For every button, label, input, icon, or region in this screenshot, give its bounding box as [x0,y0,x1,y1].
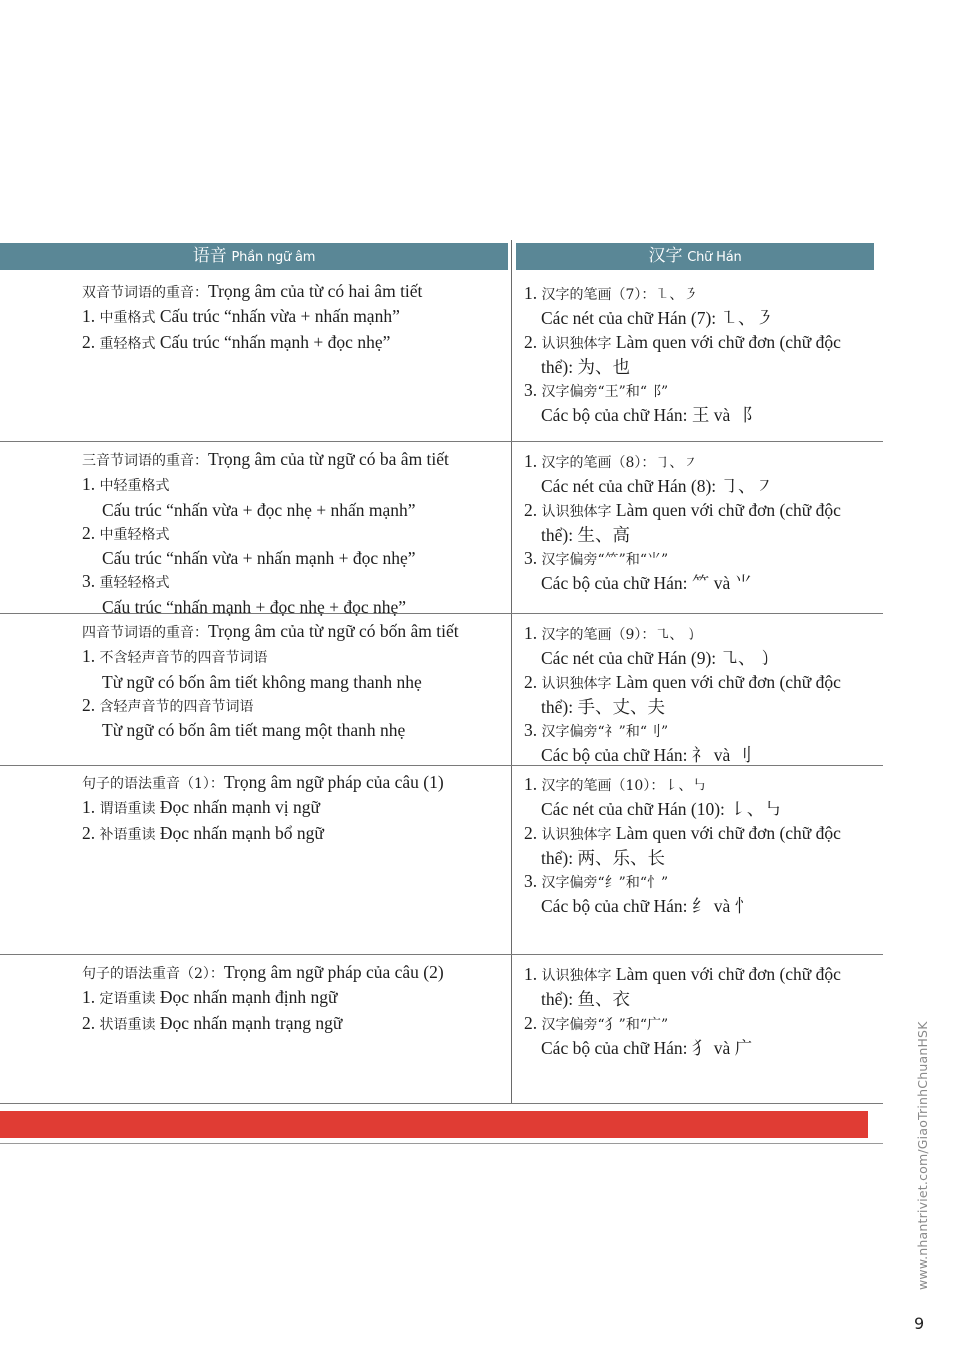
list-item-translation: Các bộ của chữ Hán: 纟 và 忄 [541,896,753,917]
list-item: 2. 认识独体字 Làm quen với chữ đơn (chữ độc [524,822,841,843]
row-1-characters [524,282,841,428]
column-divider [511,240,512,1103]
header-vi: Phần ngữ âm [231,250,316,265]
header-vi: Chữ Hán [687,250,742,265]
list-item: 1. 认识独体字 Làm quen với chữ đơn (chữ độc [524,964,841,984]
list-item-translation: Các nét của chữ Hán (7): ㇅、㇋ [541,308,774,329]
list-item-translation: Các bộ của chữ Hán: 犭 và 广 [541,1037,753,1058]
page-number: 9 [914,1314,925,1333]
list-item-translation: Các nét của chữ Hán (10): ㇙、㇉ [541,799,782,820]
row-3-characters [524,622,841,768]
section-title: 双音节词语的重音：Trọng âm của từ có hai âm tiết [82,281,423,301]
section-title: 三音节词语的重音：Trọng âm của từ ngữ có ba âm tiết [82,449,449,469]
list-item: 1. 汉字的笔画（8）：㇆、㇇ [524,451,698,471]
list-item: 2. 补语重读 Đọc nhấn mạnh bổ ngữ [82,822,324,843]
list-item-translation: Các nét của chữ Hán (9): ㇈、㇁ [541,648,774,669]
bottom-rule [0,1143,883,1144]
list-item: 1. 不含轻声音节的四音节词语 [82,646,268,667]
row-5-phonetics [82,961,444,1037]
row-2-characters [524,450,841,596]
list-item: 3. 汉字偏旁“⺮”和“⺌” [524,548,669,569]
list-item: 3. 汉字偏旁“王”和“⻏” [524,380,669,401]
list-item: 2. 认识独体字 Làm quen với chữ đơn (chữ độc [524,499,841,520]
row-2-phonetics [82,448,449,619]
list-item: 1. 汉字的笔画（10）：㇙、㇉ [524,774,707,794]
decorative-red-bar [0,1111,868,1138]
list-item: 1. 中轻重格式 [82,474,170,495]
row-divider [0,1103,883,1104]
list-item: 2. 认识独体字 Làm quen với chữ đơn (chữ độc [524,331,841,352]
list-item-continuation: thể): 为、也 [541,356,630,377]
list-item: 2. 含轻声音节的四音节词语 [82,694,254,715]
list-item: 3. 汉字偏旁“礻”和“刂” [524,720,669,741]
list-item-translation: Các bộ của chữ Hán: 王 và ⻏ [541,405,753,426]
list-item-translation: Cấu trúc “nhấn mạnh + đọc nhẹ + đọc nhẹ” [102,596,407,617]
row-4-phonetics [82,771,444,847]
list-item-translation: Từ ngữ có bốn âm tiết không mang thanh nhẹ [102,671,422,692]
list-item-continuation: thể): 生、高 [541,524,630,545]
side-url: www.nhantriviet.com/GiaoTrinhChuanHSK [915,1021,930,1290]
list-item: 2. 中重轻格式 [82,522,170,543]
row-divider [0,954,883,955]
list-item-translation: Các bộ của chữ Hán: 礻 và 刂 [541,745,753,766]
list-item-translation: Cấu trúc “nhấn vừa + nhấn mạnh + đọc nhẹ” [102,548,416,569]
list-item: 2. 重轻格式 Cấu trúc “nhấn mạnh + đọc nhẹ” [82,331,391,352]
list-item-translation: Các nét của chữ Hán (8): ㇆、㇇ [541,476,774,497]
row-1-phonetics [82,280,422,356]
list-item: 1. 中重格式 Cấu trúc “nhấn vừa + nhấn mạnh” [82,306,400,327]
section-title: 句子的语法重音（2）：Trọng âm ngữ pháp của câu (2) [82,962,444,982]
section-title: 四音节词语的重音：Trọng âm của từ ngữ có bốn âm tiết [82,621,459,641]
list-item-continuation: thể): 手、丈、夫 [541,696,665,717]
row-3-phonetics [82,620,459,742]
row-4-characters [524,773,841,919]
list-item-translation: Từ ngữ có bốn âm tiết mang một thanh nhẹ [102,720,406,741]
list-item-translation: Cấu trúc “nhấn vừa + đọc nhẹ + nhấn mạnh” [102,499,416,520]
list-item: 1. 汉字的笔画（9）：㇈、㇁ [524,623,698,643]
header-zh: 汉字 [648,246,683,266]
list-item: 1. 汉字的笔画（7）：㇅、㇋ [524,283,698,303]
list-item: 1. 定语重读 Đọc nhấn mạnh định ngữ [82,987,338,1008]
row-divider [0,441,883,442]
row-5-characters [524,963,841,1060]
list-item-continuation: thể): 两、乐、长 [541,847,665,868]
list-item-translation: Các bộ của chữ Hán: ⺮ và ⺌ [541,573,753,594]
header-zh: 语音 [192,246,227,266]
list-item: 1. 谓语重读 Đọc nhấn mạnh vị ngữ [82,797,321,818]
section-title: 句子的语法重音（1）：Trọng âm ngữ pháp của câu (1) [82,772,444,792]
list-item: 2. 汉字偏旁“犭”和“广” [524,1012,669,1033]
list-item: 3. 重轻轻格式 [82,571,170,592]
list-item: 3. 汉字偏旁“纟”和“忄” [524,871,669,892]
list-item-continuation: thể): 鱼、衣 [541,989,630,1010]
column-header-phonetics [0,243,508,270]
list-item: 2. 状语重读 Đọc nhấn mạnh trạng ngữ [82,1012,343,1033]
column-header-characters [516,243,874,270]
list-item: 2. 认识独体字 Làm quen với chữ đơn (chữ độc [524,671,841,692]
